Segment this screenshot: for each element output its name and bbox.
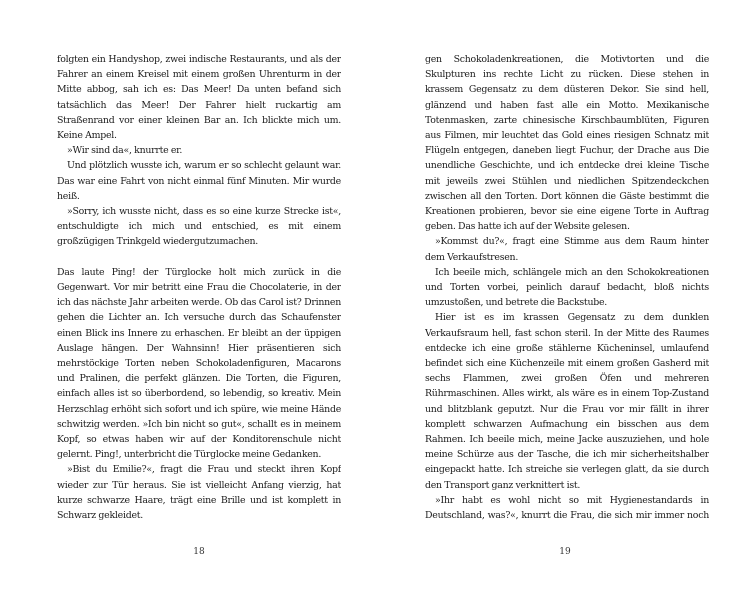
left-page bbox=[57, 52, 341, 522]
left-paragraph-5: Das laute Ping! der Türglocke holt mich zurück in die Gegenwart. Vor mir betritt eine Frau die Chocolaterie, in der ich das nächste Jahr arbeiten werde. Ob das Carol ist? Drinnen gehen die Lichter an. Ich versuche durch das Schaufenster einen Blick ins Innere zu erhaschen. Er bleibt an der üppigen Auslage hängen. Der Wahnsinn! Hier präsentieren sich mehrstöckige Torten neben Schokoladenfiguren, Macarons und Pralinen, die perfekt glänzen. Die Torten, die Figuren, einfach alles ist so überbordend, so lebendig, so kreativ. Mein Herzschlag erhöht sich sofort und ich spüre, wie meine Hände schwitzig werden. »Ich bin nicht so gut«, schallt es in meinem Kopf, so etwas haben wir auf der Konditorenschule nicht gelernt. Ping!, unterbricht die Türglocke meine Gedanken. bbox=[57, 266, 341, 461]
left-paragraph-3: Und plötzlich wusste ich, warum er so schlecht gelaunt war. Das war eine Fahrt von nicht einmal fünf Minuten. Mir wurde heiß. bbox=[57, 160, 341, 202]
right-paragraph-1: gen Schokoladenkreationen, die Motivtorten und die Skulpturen ins rechte Licht zu rücken. Diese stehen in krassem Gegensatz zu dem düsteren Dekor. Sie sind hell, glänzend und haben fast alle ein Motto. Mexikanische Totenmasken, zarte chinesische Kirschbaumblüten, Figuren aus Filmen, mir leuchtet das Gold eines riesigen Schnatz mit Flügeln entgegen, daneben liegt Fuchur, der Drache aus Die unendliche Geschichte, und ich entdecke drei kleine Tische mit jeweils zwei Stühlen und niedlichen Spitzendeckchen zwischen all den Torten. Dort können die Gäste bestimmt die Kreationen probieren, bevor sie eine eigene Torte in Auftrag geben. Das hatte ich auf der Website gelesen. bbox=[425, 54, 709, 233]
right-paragraph-3: Ich beeile mich, schlängele mich an den Schokokreationen und Torten vorbei, peinlich darauf bedacht, bloß nichts umzustoßen, und betrete die Backstube. bbox=[425, 266, 709, 309]
right-page bbox=[425, 52, 709, 522]
right-page-number: 19 bbox=[559, 547, 571, 557]
left-paragraph-1: folgten ein Handyshop, zwei indische Restaurants, und als der Fahrer an einem Kreisel mit einem großen Uhrenturm in der Mitte abbog, sah ich es: Das Meer! Da unten befand sich tatsächlich das Meer! Der Fahrer hielt ruckartig am Straßenrand vor einer kleinen Bar an. Ich blickte mich um. Keine Ampel. bbox=[57, 54, 341, 142]
left-paragraph-4: »Sorry, ich wusste nicht, dass es so eine kurze Strecke ist«, entschuldigte ich mich und entschied, es mit einem großzügigen Trinkgeld wiedergutzumachen. bbox=[57, 206, 341, 248]
right-paragraph-4: Hier ist es im krassen Gegensatz zu dem dunklen Verkaufsraum hell, fast schon steril. In der Mitte des Raumes entdecke ich eine große stählerne Kücheninsel, umlaufend befindet sich eine Küchenzeile mit einem großen Gasherd mit sechs Flammen, zwei großen Öfen und mehreren Rührmaschinen. Alles wirkt, als wäre es in einem Top-Zustand und blitzblank geputzt. Nur die Frau vor mir fällt in ihrer komplett schwarzen Aufmachung ein bisschen aus dem Rahmen. Ich beeile mich, meine Jacke auszuziehen, und hole meine Schürze aus der Tasche, die ich mir sicherheitshalber eingepackt hatte. Ich streiche sie verlegen glatt, da sie durch den Transport ganz verknittert ist. bbox=[425, 312, 709, 491]
right-paragraph-2: »Kommst du?«, fragt eine Stimme aus dem Raum hinter dem Verkaufstresen. bbox=[425, 236, 709, 263]
right-paragraph-5: »Ihr habt es wohl nicht so mit Hygienestandards in Deutschland, was?«, knurrt die Frau, die sich mir immer noch bbox=[425, 494, 709, 522]
left-page-number: 18 bbox=[193, 547, 205, 557]
left-paragraph-2: »Wir sind da«, knurrte er. bbox=[67, 145, 183, 157]
left-paragraph-6: »Bist du Emilie?«, fragt die Frau und steckt ihren Kopf wieder zur Tür heraus. Sie ist vielleicht Anfang vierzig, hat kurze schwarze Haare, trägt eine Brille und ist komplett in Schwarz gekleidet. bbox=[57, 464, 341, 522]
